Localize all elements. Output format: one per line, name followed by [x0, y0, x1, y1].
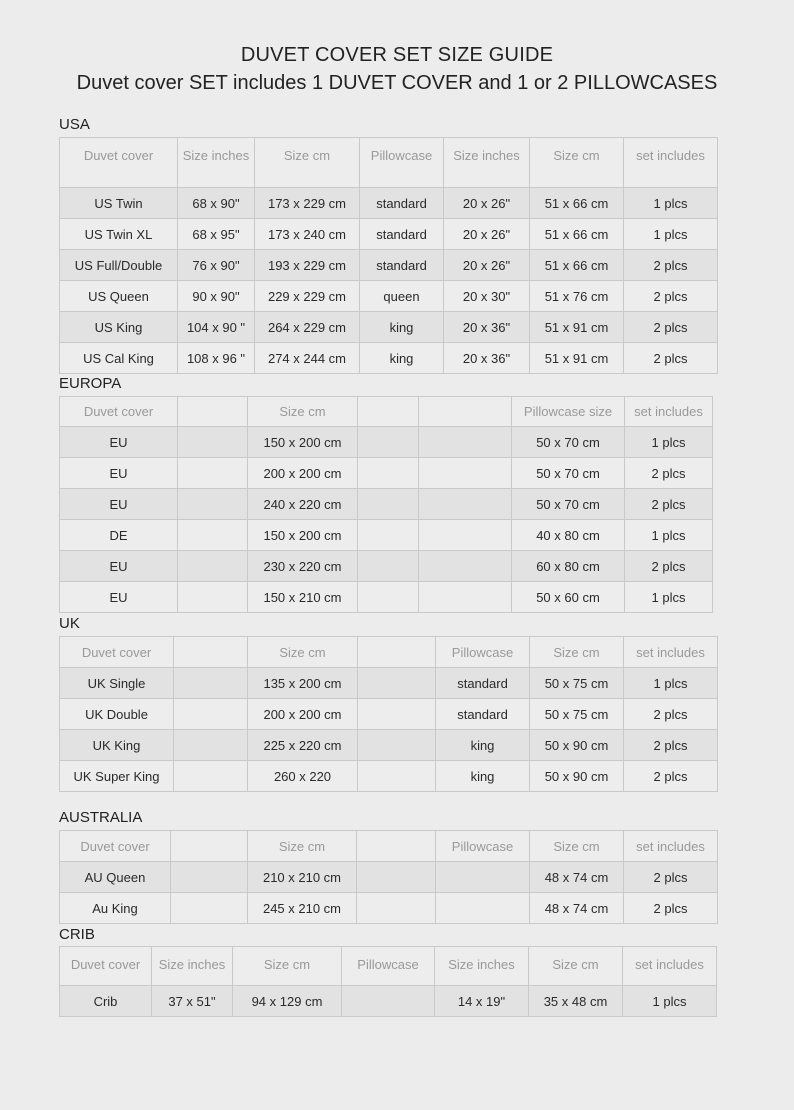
table-cell: DE [60, 520, 178, 551]
table-cell: US Twin XL [60, 219, 178, 250]
table-cell: 50 x 75 cm [530, 668, 624, 699]
column-header: Duvet cover [60, 138, 178, 188]
table-cell: 2 plcs [625, 551, 713, 582]
table-row [60, 668, 718, 699]
column-header: set includes [623, 947, 717, 986]
column-header: Pillowcase [342, 947, 435, 986]
table-cell: king [436, 761, 530, 792]
column-header: Duvet cover [60, 947, 152, 986]
table-row [60, 862, 718, 893]
table-cell: standard [360, 219, 444, 250]
table-cell: 193 x 229 cm [255, 250, 360, 281]
table-header-row [60, 831, 718, 862]
table-cell [358, 458, 419, 489]
table-cell [178, 551, 248, 582]
table-cell [419, 582, 512, 613]
table-cell: 150 x 210 cm [248, 582, 358, 613]
column-header: Size inches [444, 138, 530, 188]
table-cell: 1 plcs [625, 582, 713, 613]
table-cell: 1 plcs [624, 188, 718, 219]
size-table-crib [59, 946, 717, 1017]
table-cell: 2 plcs [624, 343, 718, 374]
column-header [178, 397, 248, 427]
table-cell: 173 x 229 cm [255, 188, 360, 219]
table-cell: AU Queen [60, 862, 171, 893]
table-cell: 245 x 210 cm [248, 893, 357, 924]
table-cell: 150 x 200 cm [248, 427, 358, 458]
table-cell: US Twin [60, 188, 178, 219]
table-cell: 230 x 220 cm [248, 551, 358, 582]
table-cell: 50 x 90 cm [530, 761, 624, 792]
column-header [358, 397, 419, 427]
table-row [60, 551, 713, 582]
table-cell: 200 x 200 cm [248, 699, 358, 730]
table-cell: 225 x 220 cm [248, 730, 358, 761]
table-cell: 50 x 70 cm [512, 458, 625, 489]
section-label-usa: USA [59, 116, 90, 133]
table-cell: 108 x 96 " [178, 343, 255, 374]
table-row [60, 489, 713, 520]
table-cell: EU [60, 582, 178, 613]
table-cell [436, 862, 530, 893]
column-header: Size cm [248, 637, 358, 668]
table-cell [358, 699, 436, 730]
table-cell: 2 plcs [624, 699, 718, 730]
table-cell: US King [60, 312, 178, 343]
table-cell: 50 x 70 cm [512, 427, 625, 458]
table-cell: 2 plcs [624, 862, 718, 893]
column-header [358, 637, 436, 668]
table-cell [358, 582, 419, 613]
column-header: Size cm [248, 831, 357, 862]
column-header: Duvet cover [60, 637, 174, 668]
table-cell [419, 520, 512, 551]
table-cell: UK Super King [60, 761, 174, 792]
table-cell [358, 730, 436, 761]
table-cell [174, 761, 248, 792]
table-cell: 2 plcs [624, 730, 718, 761]
table-cell [174, 668, 248, 699]
table-cell: 40 x 80 cm [512, 520, 625, 551]
table-row [60, 219, 718, 250]
table-cell: 20 x 36" [444, 312, 530, 343]
table-row [60, 893, 718, 924]
table-row [60, 188, 718, 219]
section-label-europa: EUROPA [59, 375, 122, 392]
size-table-uk [59, 636, 718, 792]
table-cell: EU [60, 551, 178, 582]
table-cell [178, 458, 248, 489]
column-header: set includes [624, 637, 718, 668]
table-header-row [60, 138, 718, 188]
table-cell: 20 x 26" [444, 250, 530, 281]
table-cell: king [436, 730, 530, 761]
table-cell: 20 x 30" [444, 281, 530, 312]
column-header [171, 831, 248, 862]
table-cell: 2 plcs [624, 893, 718, 924]
table-cell [178, 520, 248, 551]
column-header: Size inches [178, 138, 255, 188]
column-header: Size cm [529, 947, 623, 986]
table-cell [358, 551, 419, 582]
table-cell: standard [436, 699, 530, 730]
table-cell: 2 plcs [625, 489, 713, 520]
table-cell [342, 986, 435, 1017]
table-cell [419, 551, 512, 582]
size-table-usa [59, 137, 718, 374]
table-row [60, 458, 713, 489]
table-header-row [60, 637, 718, 668]
table-cell: 76 x 90" [178, 250, 255, 281]
table-row [60, 250, 718, 281]
table-cell: 14 x 19" [435, 986, 529, 1017]
table-cell: EU [60, 458, 178, 489]
column-header [419, 397, 512, 427]
table-row [60, 312, 718, 343]
table-cell: king [360, 343, 444, 374]
table-cell: standard [360, 188, 444, 219]
table-cell: 51 x 66 cm [530, 188, 624, 219]
table-cell: 51 x 76 cm [530, 281, 624, 312]
table-cell: 50 x 60 cm [512, 582, 625, 613]
table-row [60, 699, 718, 730]
table-cell [171, 862, 248, 893]
column-header: set includes [625, 397, 713, 427]
column-header [357, 831, 436, 862]
table-cell [171, 893, 248, 924]
table-cell: 2 plcs [624, 761, 718, 792]
table-cell: 68 x 90" [178, 188, 255, 219]
table-cell: US Full/Double [60, 250, 178, 281]
table-cell [419, 427, 512, 458]
table-cell: US Cal King [60, 343, 178, 374]
table-cell: 1 plcs [625, 520, 713, 551]
table-cell: 20 x 26" [444, 188, 530, 219]
table-cell: 51 x 66 cm [530, 219, 624, 250]
table-cell: Au King [60, 893, 171, 924]
table-cell: 274 x 244 cm [255, 343, 360, 374]
table-cell: king [360, 312, 444, 343]
column-header: set includes [624, 138, 718, 188]
column-header: Pillowcase [436, 831, 530, 862]
table-cell: 94 x 129 cm [233, 986, 342, 1017]
column-header: set includes [624, 831, 718, 862]
table-cell: 51 x 91 cm [530, 343, 624, 374]
table-cell: 229 x 229 cm [255, 281, 360, 312]
table-cell: standard [436, 668, 530, 699]
table-cell [357, 893, 436, 924]
size-table-europa [59, 396, 713, 613]
table-cell: US Queen [60, 281, 178, 312]
table-cell [419, 458, 512, 489]
table-cell: 50 x 90 cm [530, 730, 624, 761]
table-cell: 51 x 91 cm [530, 312, 624, 343]
table-cell: EU [60, 489, 178, 520]
column-header: Pillowcase [436, 637, 530, 668]
table-cell: 1 plcs [625, 427, 713, 458]
table-row [60, 730, 718, 761]
table-cell: 50 x 70 cm [512, 489, 625, 520]
table-cell [358, 489, 419, 520]
table-cell: standard [360, 250, 444, 281]
table-cell: 1 plcs [624, 668, 718, 699]
table-cell [358, 761, 436, 792]
table-cell: 104 x 90 " [178, 312, 255, 343]
table-cell [178, 427, 248, 458]
table-cell: 2 plcs [624, 250, 718, 281]
column-header: Duvet cover [60, 397, 178, 427]
table-cell: 48 x 74 cm [530, 862, 624, 893]
section-label-crib: CRIB [59, 926, 95, 943]
table-cell: 50 x 75 cm [530, 699, 624, 730]
table-row [60, 582, 713, 613]
table-cell: 37 x 51" [152, 986, 233, 1017]
table-cell: 35 x 48 cm [529, 986, 623, 1017]
table-cell: 2 plcs [624, 281, 718, 312]
table-row [60, 520, 713, 551]
table-cell: 2 plcs [624, 312, 718, 343]
size-table-australia [59, 830, 718, 924]
column-header: Size cm [530, 637, 624, 668]
table-cell: 90 x 90" [178, 281, 255, 312]
table-cell [358, 520, 419, 551]
table-cell: 68 x 95" [178, 219, 255, 250]
table-header-row [60, 947, 717, 986]
table-cell: 240 x 220 cm [248, 489, 358, 520]
table-cell: EU [60, 427, 178, 458]
table-row [60, 343, 718, 374]
table-cell [178, 489, 248, 520]
table-cell: 20 x 36" [444, 343, 530, 374]
table-cell: queen [360, 281, 444, 312]
table-row [60, 427, 713, 458]
table-row [60, 281, 718, 312]
table-row [60, 986, 717, 1017]
column-header: Size inches [435, 947, 529, 986]
column-header: Size cm [248, 397, 358, 427]
table-cell [174, 730, 248, 761]
column-header: Size cm [255, 138, 360, 188]
table-cell: 60 x 80 cm [512, 551, 625, 582]
table-cell: 264 x 229 cm [255, 312, 360, 343]
column-header: Size inches [152, 947, 233, 986]
table-cell: 260 x 220 [248, 761, 358, 792]
table-cell [178, 582, 248, 613]
column-header: Size cm [530, 138, 624, 188]
table-cell: UK King [60, 730, 174, 761]
page-subtitle: Duvet cover SET includes 1 DUVET COVER and 1 or 2 PILLOWCASES [76, 72, 718, 94]
table-cell [357, 862, 436, 893]
column-header: Size cm [233, 947, 342, 986]
table-cell: UK Double [60, 699, 174, 730]
table-header-row [60, 397, 713, 427]
table-cell: 1 plcs [624, 219, 718, 250]
table-cell: 173 x 240 cm [255, 219, 360, 250]
table-cell: 150 x 200 cm [248, 520, 358, 551]
section-label-australia: AUSTRALIA [59, 809, 143, 826]
table-cell: 135 x 200 cm [248, 668, 358, 699]
table-cell: 48 x 74 cm [530, 893, 624, 924]
table-row [60, 761, 718, 792]
table-cell: 1 plcs [623, 986, 717, 1017]
column-header: Size cm [530, 831, 624, 862]
column-header: Pillowcase [360, 138, 444, 188]
table-cell [358, 668, 436, 699]
table-cell: 200 x 200 cm [248, 458, 358, 489]
table-cell [436, 893, 530, 924]
table-cell: 2 plcs [625, 458, 713, 489]
table-cell: 51 x 66 cm [530, 250, 624, 281]
column-header: Pillowcase size [512, 397, 625, 427]
column-header: Duvet cover [60, 831, 171, 862]
table-cell [419, 489, 512, 520]
table-cell: 20 x 26" [444, 219, 530, 250]
table-cell: 210 x 210 cm [248, 862, 357, 893]
table-cell: UK Single [60, 668, 174, 699]
column-header [174, 637, 248, 668]
page-title: DUVET COVER SET SIZE GUIDE [240, 44, 554, 66]
section-label-uk: UK [59, 615, 80, 632]
table-cell [174, 699, 248, 730]
table-cell [358, 427, 419, 458]
table-cell: Crib [60, 986, 152, 1017]
